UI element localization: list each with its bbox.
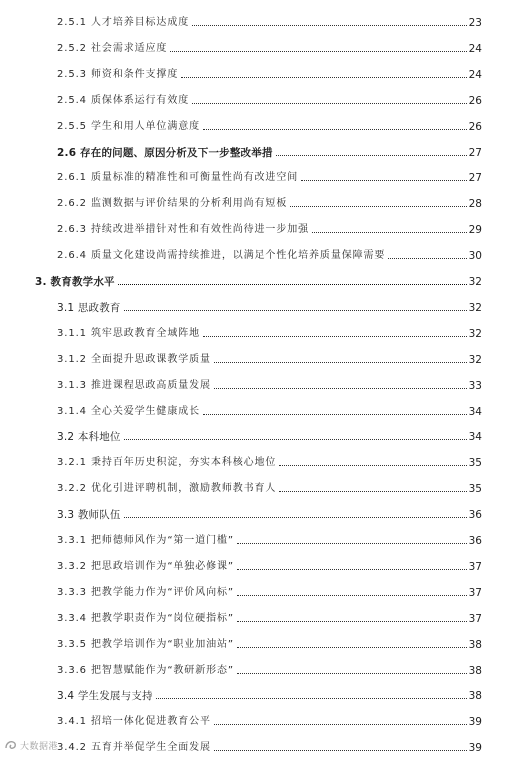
dot-leader [279, 465, 466, 466]
dot-leader [214, 388, 467, 389]
dot-leader [170, 51, 466, 52]
toc-entry[interactable] [0, 34, 515, 56]
toc-entry-title: 3.3 教师队伍 [57, 509, 121, 522]
toc-entry-title: 2.6.3 持续改进举措针对性和有效性尚待进一步加强 [57, 224, 310, 236]
toc-entry-page-number: 26 [468, 120, 482, 133]
toc-entry-title: 2.6.1 质量标准的精准性和可衡量性尚有改进空间 [57, 172, 299, 184]
dot-leader [118, 284, 467, 285]
toc-entry[interactable] [0, 422, 515, 444]
toc-entry-page-number: 23 [468, 17, 482, 29]
toc-entry-page-number: 30 [468, 250, 482, 263]
toc-entry[interactable] [0, 526, 515, 548]
toc-entry-title: 3.2.1 秉持百年历史积淀，夯实本科核心地位 [57, 457, 277, 469]
toc-entry[interactable] [0, 241, 515, 263]
dot-leader [124, 439, 467, 440]
dot-leader [203, 414, 467, 415]
toc-entry-title: 3.3.1 把师德师风作为“第一道门槛” [57, 535, 234, 546]
dot-leader [203, 129, 467, 130]
toc-entry[interactable] [0, 319, 515, 341]
brand-logo-icon [4, 739, 18, 751]
toc-entry-page-number: 38 [468, 638, 482, 651]
toc-entry-title: 3. 教育教学水平 [35, 276, 115, 288]
toc-entry[interactable] [0, 215, 515, 237]
toc-entry[interactable] [0, 500, 515, 522]
toc-entry-page-number: 37 [468, 560, 482, 573]
toc-entry[interactable] [0, 474, 515, 496]
toc-entry-page-number: 33 [468, 379, 482, 392]
toc-entry-page-number: 26 [468, 94, 482, 107]
toc-entry-title: 3.3.2 把思政培训作为“单独必修课” [57, 560, 234, 572]
toc-entry-title: 3.3.5 把教学培训作为“职业加油站” [57, 638, 234, 650]
toc-entry-title: 3.4.2 五育并举促学生全面发展 [57, 742, 211, 754]
dot-leader [124, 517, 467, 518]
toc-entry-title: 2.6.2 监测数据与评价结果的分析利用尚有短板 [57, 198, 288, 210]
toc-entry-page-number: 36 [468, 509, 482, 522]
dot-leader [124, 310, 467, 311]
toc-entry-title: 3.1.1 筑牢思政教育全域阵地 [57, 327, 201, 339]
toc-entry[interactable] [0, 604, 515, 626]
toc-entry-page-number: 38 [468, 664, 482, 677]
toc-entry-page-number: 39 [468, 716, 482, 729]
toc-entry-title: 3.2 本科地位 [57, 431, 121, 444]
toc-entry[interactable] [0, 293, 515, 315]
toc-entry[interactable] [0, 8, 515, 30]
dot-leader [237, 595, 467, 596]
toc-entry[interactable] [0, 163, 515, 185]
toc-entry[interactable] [0, 267, 515, 289]
toc-entry-page-number: 32 [468, 301, 482, 314]
toc-entry[interactable] [0, 681, 515, 703]
toc-entry[interactable] [0, 552, 515, 574]
toc-entry-title: 2.5.5 学生和用人单位满意度 [57, 120, 201, 132]
toc-entry[interactable] [0, 656, 515, 678]
toc-entry-page-number: 24 [468, 68, 482, 81]
dot-leader [237, 621, 467, 622]
toc-entry[interactable] [0, 448, 515, 470]
toc-entry[interactable] [0, 707, 515, 729]
toc-entry-page-number: 32 [468, 327, 482, 340]
toc-entry-title: 3.4.1 招培一体化促进教育公平 [57, 716, 211, 728]
dot-leader [192, 25, 467, 26]
toc-entry[interactable] [0, 371, 515, 393]
dot-leader [192, 103, 467, 104]
dot-leader [203, 336, 467, 337]
toc-entry[interactable] [0, 630, 515, 652]
toc-entry[interactable] [0, 189, 515, 211]
toc-entry-page-number: 35 [468, 457, 482, 470]
toc-entry[interactable] [0, 86, 515, 108]
dot-leader [312, 232, 467, 233]
toc-entry[interactable] [0, 112, 515, 134]
dot-leader [214, 750, 467, 751]
toc-entry-title: 2.5.1 人才培养目标达成度 [57, 17, 190, 28]
toc-entry-page-number: 29 [468, 224, 482, 237]
toc-entry[interactable] [0, 578, 515, 600]
toc-entry[interactable] [0, 345, 515, 367]
toc-entry-title: 2.6.4 质量文化建设尚需持续推进，以满足个性化培养质量保障需要 [57, 250, 386, 262]
dot-leader [279, 491, 466, 492]
toc-entry-page-number: 24 [468, 42, 482, 55]
toc-entry[interactable] [0, 60, 515, 82]
dot-leader [237, 647, 467, 648]
watermark-text: 大数据港 [20, 741, 59, 752]
dot-leader [237, 543, 467, 544]
dot-leader [237, 569, 467, 570]
toc-entry[interactable] [0, 138, 515, 160]
dot-leader [301, 180, 467, 181]
dot-leader [214, 724, 467, 725]
toc-entry-page-number: 35 [468, 483, 482, 496]
toc-entry-page-number: 37 [468, 612, 482, 625]
toc-entry-page-number: 32 [468, 353, 482, 366]
toc-entry-page-number: 37 [468, 586, 482, 599]
toc-entry-page-number: 32 [468, 276, 482, 288]
toc-entry-title: 2.6 存在的问题、原因分析及下一步整改举措 [57, 146, 273, 159]
toc-entry-title: 3.1.3 推进课程思政高质量发展 [57, 379, 211, 391]
toc-entry-title: 3.3.3 把教学能力作为“评价风向标” [57, 586, 234, 598]
toc-entry-title: 3.2.2 优化引进评聘机制，激励教师教书育人 [57, 483, 277, 495]
toc-entry[interactable] [0, 733, 515, 755]
toc-entry-title: 3.4 学生发展与支持 [57, 690, 153, 703]
toc-entry-title: 3.3.6 把智慧赋能作为“教研新形态” [57, 664, 234, 676]
toc-entry-title: 3.1.2 全面提升思政课教学质量 [57, 353, 211, 365]
toc-entry[interactable] [0, 397, 515, 419]
toc-entry-page-number: 34 [468, 405, 482, 418]
dot-leader [388, 258, 466, 259]
toc-entry-title: 3.1.4 全心关爱学生健康成长 [57, 405, 201, 417]
toc-entry-page-number: 34 [468, 431, 482, 444]
toc-entry-title: 3.1 思政教育 [57, 301, 121, 314]
toc-entry-page-number: 36 [468, 535, 482, 547]
toc-entry-page-number: 39 [468, 742, 482, 755]
toc-entry-title: 2.5.4 质保体系运行有效度 [57, 94, 190, 106]
dot-leader [237, 673, 467, 674]
toc-entry-page-number: 38 [468, 690, 482, 703]
watermark [4, 737, 58, 753]
dot-leader [214, 362, 467, 363]
toc-entry-title: 2.5.2 社会需求适应度 [57, 42, 168, 54]
dot-leader [156, 698, 467, 699]
toc-entry-page-number: 28 [468, 198, 482, 211]
toc-entry-title: 3.3.4 把教学职责作为“岗位硬指标” [57, 612, 234, 624]
toc-entry-page-number: 27 [468, 172, 482, 185]
dot-leader [290, 206, 466, 207]
dot-leader [181, 77, 466, 78]
toc-entry-title: 2.5.3 师资和条件支撑度 [57, 68, 179, 80]
toc-entry-page-number: 27 [468, 146, 482, 159]
dot-leader [276, 155, 467, 156]
